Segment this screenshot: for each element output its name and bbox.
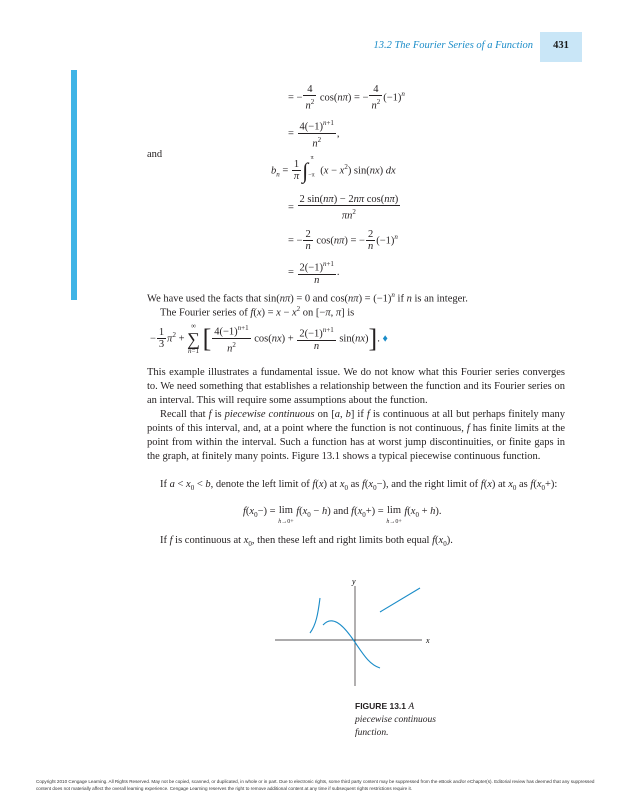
y-axis-label: y	[352, 578, 356, 586]
word-and: and	[147, 149, 163, 160]
page-number: 431	[553, 40, 569, 51]
paragraph-continuity-limits: If f is continuous at $x_0$, then these left and right limits both equal $f(x_0)$.	[160, 535, 453, 549]
equation-bn-step1: = $\frac{\text{2 sin(nπ) − 2nπ cos(nπ)}}{\pi n^2}$	[288, 194, 399, 222]
margin-accent-bar	[71, 70, 77, 300]
equation-an-step2: = $\frac{4(-1)^{n+1}}{n^2}$ ,	[288, 119, 340, 149]
series-intro: The Fourier series of $f(x) = x - x^2$ on [−π, π] is	[160, 305, 355, 319]
paragraph-left-right-limits: If $a < x_0 < b$, denote the left limit of f(x) at $x_0$ as $f(x_0-)$, and the right limit of f(x) at $x_0$ as $f(x_0+)$:	[160, 479, 558, 493]
equation-bn-step2: = − $\frac{2}{n}$ cos(nπ) = − $\frac{2}{n}$ $(-1)^n$	[288, 229, 398, 252]
fourier-series-expression: − $\frac{1}{3}$ $\pi^2$ + ∞ ∑ n=1 [ $\frac{4(-1)^{n+1}}{n^2}$ cos(nx) + $\frac{2(-1)^{n+1}}{n}$ sin(nx)]. ♦	[150, 322, 388, 355]
limits-display-equation: $f(x_0-) = \lim$ $h\to 0+ f(x_0 - h)$ and $f(x_0+) = \lim$ $h\to 0+ f(x_0 + h)$.	[243, 505, 442, 525]
copyright-notice: Copyright 2010 Cengage Learning. All Rights Reserved. May not be copied, scanned, or duplicated, in whole or in part. Due to electronic rights, some third party content may be suppressed from the eBook and/or eChapter(s). Editorial review has deemed that any suppressed content does not materially affect the overall learning experience. Cengage Learning reserves the right to remove additional content at any time if subsequent rights restrictions require it.	[36, 779, 595, 791]
equation-bn-definition: $b_n$ = $\frac{1}{\pi}$ $\int_{-\pi}^\pi$ $(x - x^2)$ sin(nx) dx	[271, 154, 396, 183]
paragraph-piecewise-definition: Recall that f is piecewise continuous on [a, b] if f is continuous at all but perhaps finitely many points of this interval, and, at a point where the function is not continuous, f has finite limits at the point from within the interval. Such a function has at worst jump discontinuities, or finite gaps in the graph, at finitely many points. Figure 13.1 shows a typical piecewise continuous function.	[147, 409, 565, 462]
x-axis-label: x	[426, 636, 430, 645]
paragraph-fundamental-issue: This example illustrates a fundamental issue. We do not know what this Fourier series converges to. We need something that establishes a relationship between the function and its Fourier series on an interval. This will require some assumptions about the function.	[147, 367, 565, 406]
curve-segment-1	[310, 598, 320, 633]
equation-bn-step3: = $\frac{2(-1)^{n+1}}{n}$ .	[288, 260, 340, 286]
figure-caption-text: A piecewise continuous function.	[355, 702, 436, 738]
facts-sentence: We have used the facts that sin(nπ) = 0 and $\cos(n\pi) = (-1)^n$ if n is an integer.	[147, 291, 468, 305]
equation-an-step1: = − $\frac{4}{n^2}$ cos(nπ) = − $\frac{4}{n^2}$ $(-1)^n$	[288, 84, 405, 112]
figure-caption	[355, 700, 445, 740]
end-of-example-diamond-icon: ♦	[382, 333, 388, 345]
figure-caption-label: FIGURE 13.1	[355, 701, 407, 711]
curve-segment-2	[323, 621, 380, 668]
running-header-title: 13.2 The Fourier Series of a Function	[373, 40, 533, 51]
figure-piecewise-function	[270, 578, 450, 688]
curve-segment-3	[380, 588, 420, 612]
